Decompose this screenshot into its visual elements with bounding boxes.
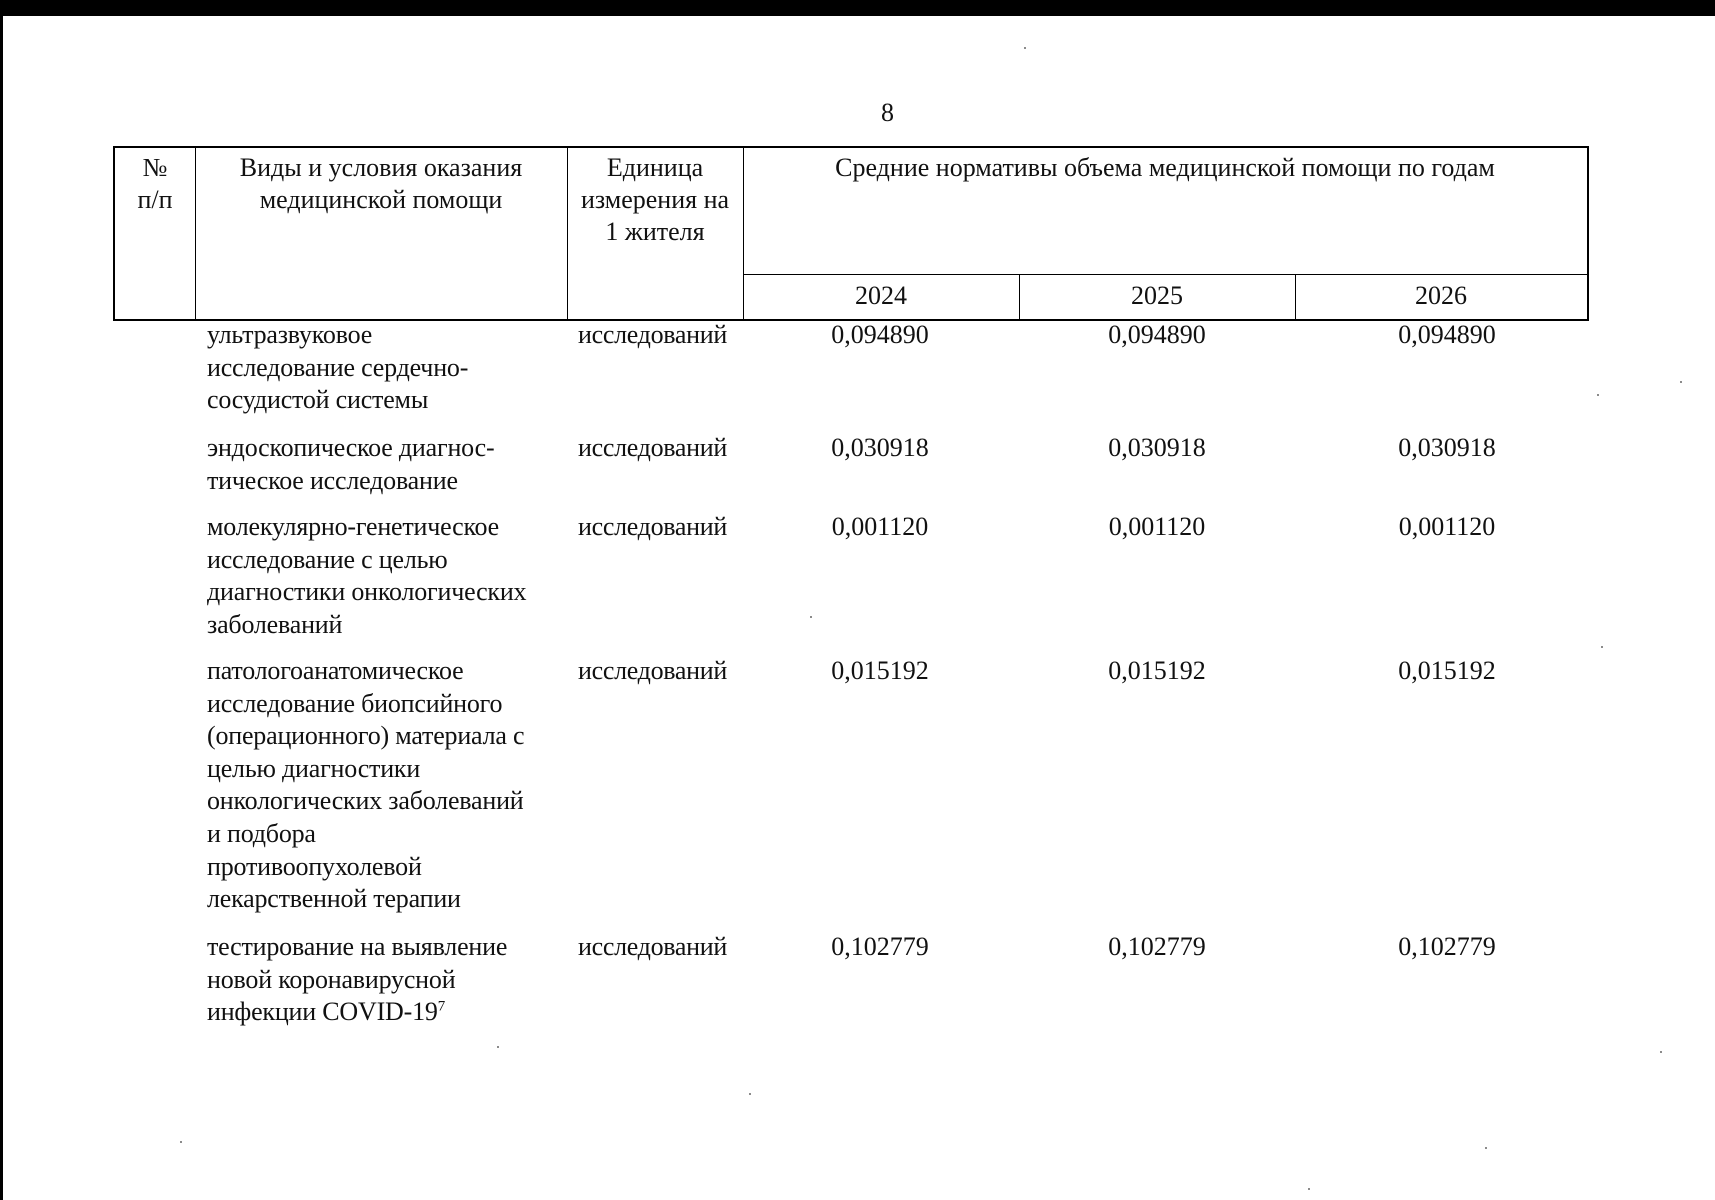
row-value-2024: 0,102779 <box>831 932 929 961</box>
table-header <box>113 146 1589 321</box>
row-unit: исследований <box>578 932 728 961</box>
scan-speck <box>1597 394 1599 396</box>
row-value-2026: 0,015192 <box>1398 656 1496 685</box>
row-value-2025: 0,094890 <box>1108 320 1206 349</box>
scan-speck <box>1485 1147 1487 1149</box>
row-value-2024: 0,015192 <box>831 656 929 685</box>
scan-speck <box>1680 381 1682 383</box>
header-number: № п/п <box>137 153 173 214</box>
row-value-2025: 0,030918 <box>1108 433 1206 462</box>
row-value-2024: 0,001120 <box>831 512 929 541</box>
row-unit: исследований <box>578 656 728 685</box>
scan-speck <box>497 1046 499 1048</box>
row-value-2025: 0,102779 <box>1108 932 1206 961</box>
scan-speck <box>749 1093 751 1095</box>
header-average-norms: Средние нормативы объема медицинской помощи по годам <box>835 153 1495 182</box>
header-year-2025: 2025 <box>1131 281 1183 310</box>
row-value-2026: 0,094890 <box>1398 320 1496 349</box>
scan-speck <box>1601 646 1603 648</box>
row-description: молекулярно-генетическое исследование с целью диагностики онкологических заболеваний <box>207 512 527 639</box>
row-value-2024: 0,094890 <box>831 320 929 349</box>
row-unit: исследований <box>578 512 728 541</box>
header-year-2026: 2026 <box>1415 281 1467 310</box>
row-description: патологоанатомическое исследование биопсийного (операционного) материала с целью диагностики онкологических заболеваний и подбора противоопухолевой лекарственной терапии <box>207 656 525 914</box>
header-unit: Единица измерения на 1 жителя <box>580 153 730 246</box>
row-value-2024: 0,030918 <box>831 433 929 462</box>
row-value-2026: 0,030918 <box>1398 433 1496 462</box>
row-divider <box>743 274 1587 275</box>
scan-speck <box>180 1141 182 1143</box>
page-number: 8 <box>881 98 894 127</box>
row-unit: исследований <box>578 433 728 462</box>
row-description: ультразвуковое исследование сердечно- сосудистой системы <box>207 320 469 415</box>
row-value-2025: 0,001120 <box>1108 512 1206 541</box>
footnote-marker: 7 <box>437 998 445 1015</box>
row-description: эндоскопическое диагнос- тическое исследование <box>207 433 495 495</box>
scan-speck <box>810 616 812 618</box>
scan-speck <box>1308 1188 1310 1190</box>
row-unit: исследований <box>578 320 728 349</box>
scan-left-border <box>0 16 3 1200</box>
header-care-types: Виды и условия оказания медицинской помощи <box>239 153 523 214</box>
scan-speck <box>1024 47 1026 49</box>
scan-top-border <box>0 0 1715 16</box>
row-value-2026: 0,001120 <box>1398 512 1496 541</box>
scan-speck <box>1660 1051 1662 1053</box>
row-value-2026: 0,102779 <box>1398 932 1496 961</box>
header-year-2024: 2024 <box>855 281 907 310</box>
row-description-text: тестирование на выявление новой коронавирусной инфекции COVID-19 <box>207 932 508 1027</box>
row-description <box>207 931 557 1029</box>
row-value-2025: 0,015192 <box>1108 656 1206 685</box>
